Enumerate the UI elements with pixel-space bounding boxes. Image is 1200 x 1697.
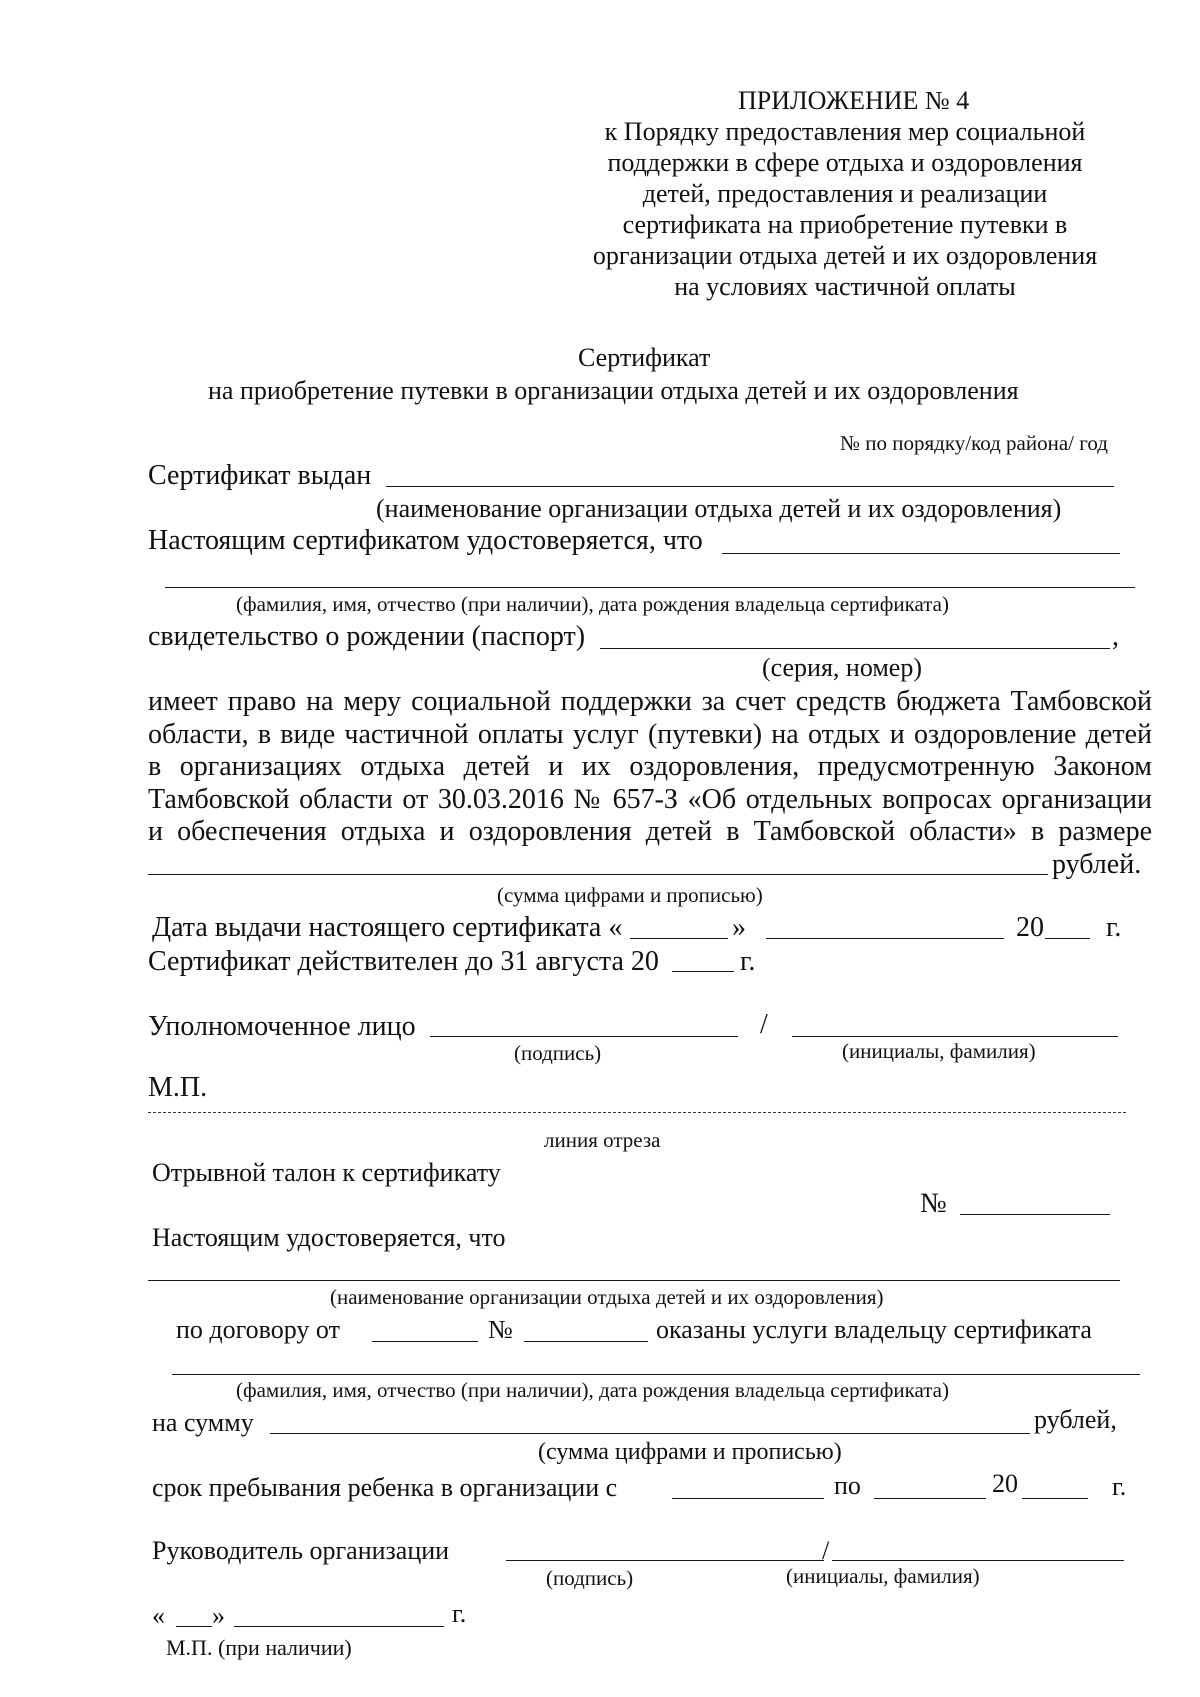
birth-cert-comma: , xyxy=(1112,621,1119,652)
certificate-subtitle: на приобретение путевки в организации отдыха детей и их оздоровления xyxy=(208,376,1019,405)
issue-date-quote-close: » xyxy=(732,912,746,943)
certifies-field[interactable] xyxy=(722,553,1120,554)
stub-date-open-quote: « xyxy=(152,1601,165,1630)
body-line: в организациях отдыха детей и их оздоровления, предусмотренную Законом xyxy=(148,751,1152,782)
issue-month-field[interactable] xyxy=(766,938,1004,939)
stub-org-field[interactable] xyxy=(148,1280,1120,1281)
appendix-line: на условиях частичной оплаты xyxy=(674,272,1016,301)
stub-holder-field[interactable] xyxy=(172,1374,1140,1375)
stub-month-field[interactable] xyxy=(234,1626,444,1627)
contract-no-label: № xyxy=(488,1315,513,1344)
head-slash: / xyxy=(822,1536,830,1565)
issue-year-prefix: 20 xyxy=(1016,912,1044,943)
stay-year-prefix: 20 xyxy=(992,1469,1018,1498)
certificate-stamp: М.П. xyxy=(148,1072,208,1103)
authorized-signature-field[interactable] xyxy=(430,1036,738,1037)
head-initials-hint: (инициалы, фамилия) xyxy=(786,1564,980,1588)
appendix-text xyxy=(545,116,1145,302)
authorized-label: Уполномоченное лицо xyxy=(148,1011,416,1042)
stub-date-g: г. xyxy=(452,1599,467,1628)
appendix-line: к Порядку предоставления мер социальной xyxy=(604,117,1086,146)
stub-rubles-label: рублей, xyxy=(1034,1405,1117,1434)
stub-sum-label: на сумму xyxy=(152,1408,254,1437)
stay-g: г. xyxy=(1112,1472,1127,1501)
stay-to-label: по xyxy=(834,1471,861,1500)
holder-field[interactable] xyxy=(165,587,1135,588)
head-initials-field[interactable] xyxy=(832,1560,1124,1561)
cut-line-label: линия отреза xyxy=(544,1128,661,1152)
contract-from-label: по договору от xyxy=(176,1315,340,1344)
certifies-label: Настоящим сертификатом удостоверяется, что xyxy=(148,525,703,556)
holder-hint: (фамилия, имя, отчество (при наличии), дата рождения владельца сертификата) xyxy=(236,592,949,616)
issue-day-field[interactable] xyxy=(630,938,728,939)
body-line: Тамбовской области от 30.03.2016 № 657-З «Об отдельных вопросах организации xyxy=(148,784,1152,815)
series-hint: (серия, номер) xyxy=(762,653,922,682)
stub-title: Отрывной талон к сертификату xyxy=(152,1158,501,1187)
issued-to-label: Сертификат выдан xyxy=(148,460,372,491)
body-line: области, в виде частичной оплаты услуг (путевки) на отдых и оздоровление детей xyxy=(148,719,1152,750)
stub-sum-hint: (сумма цифрами и прописью) xyxy=(538,1439,842,1465)
birth-cert-label: свидетельство о рождении (паспорт) xyxy=(148,621,586,652)
body-line: имеет право на меру социальной поддержки за счет средств бюджета Тамбовской xyxy=(148,686,1152,717)
issued-to-field[interactable] xyxy=(386,486,1114,487)
body-line: и обеспечения отдыха и оздоровления детей в Тамбовской области» в размере xyxy=(148,816,1152,847)
issue-date-g: г. xyxy=(1106,912,1122,943)
cut-line xyxy=(148,1112,1126,1113)
stub-number-label: № xyxy=(920,1188,947,1219)
authorized-signature-hint: (подпись) xyxy=(514,1041,602,1065)
rubles-label: рублей. xyxy=(1052,849,1142,880)
stub-org-hint: (наименование организации отдыха детей и их оздоровления) xyxy=(330,1285,884,1309)
issue-date-label: Дата выдачи настоящего сертификата « xyxy=(152,912,623,943)
valid-until-label: Сертификат действителен до 31 августа 20 xyxy=(148,946,659,977)
issue-year-field[interactable] xyxy=(1045,938,1090,939)
stay-label: срок пребывания ребенка в организации с xyxy=(152,1473,618,1502)
certificate-number-caption: № по порядку/код района/ год xyxy=(840,431,1108,455)
stub-certifies-label: Настоящим удостоверяется, что xyxy=(152,1223,506,1252)
stub-holder-hint: (фамилия, имя, отчество (при наличии), дата рождения владельца сертификата) xyxy=(236,1378,949,1402)
head-signature-field[interactable] xyxy=(506,1560,824,1561)
appendix-line: организации отдыха детей и их оздоровления xyxy=(592,241,1098,270)
head-label: Руководитель организации xyxy=(152,1536,450,1565)
appendix-line: поддержки в сфере отдыха и оздоровления xyxy=(607,148,1083,177)
valid-until-g: г. xyxy=(740,946,756,977)
head-signature-hint: (подпись) xyxy=(546,1566,634,1590)
valid-year-field[interactable] xyxy=(672,971,734,972)
appendix-title: ПРИЛОЖЕНИЕ № 4 xyxy=(738,86,970,115)
contract-number-field[interactable] xyxy=(524,1341,648,1342)
amount-field[interactable] xyxy=(148,874,1048,875)
certificate-title: Сертификат xyxy=(578,343,711,372)
appendix-line: сертификата на приобретение путевки в xyxy=(622,210,1068,239)
authorized-initials-field[interactable] xyxy=(792,1036,1118,1037)
issued-to-hint: (наименование организации отдыха детей и их оздоровления) xyxy=(376,494,1062,523)
stub-stamp: М.П. (при наличии) xyxy=(166,1635,352,1660)
stub-sum-field[interactable] xyxy=(270,1433,1030,1434)
authorized-initials-hint: (инициалы, фамилия) xyxy=(842,1039,1036,1063)
sum-hint: (сумма цифрами и прописью) xyxy=(497,883,763,907)
birth-cert-field[interactable] xyxy=(600,648,1110,649)
services-label: оказаны услуги владельцу сертификата xyxy=(656,1315,1092,1344)
stay-to-field[interactable] xyxy=(874,1498,986,1499)
contract-date-field[interactable] xyxy=(372,1341,478,1342)
stub-day-field[interactable] xyxy=(176,1626,212,1627)
stay-year-field[interactable] xyxy=(1022,1498,1088,1499)
stub-date-close-quote: » xyxy=(212,1601,225,1630)
stay-from-field[interactable] xyxy=(672,1498,824,1499)
authorized-slash: / xyxy=(760,1009,768,1040)
appendix-line: детей, предоставления и реализации xyxy=(642,179,1048,208)
stub-number-field[interactable] xyxy=(960,1214,1110,1215)
